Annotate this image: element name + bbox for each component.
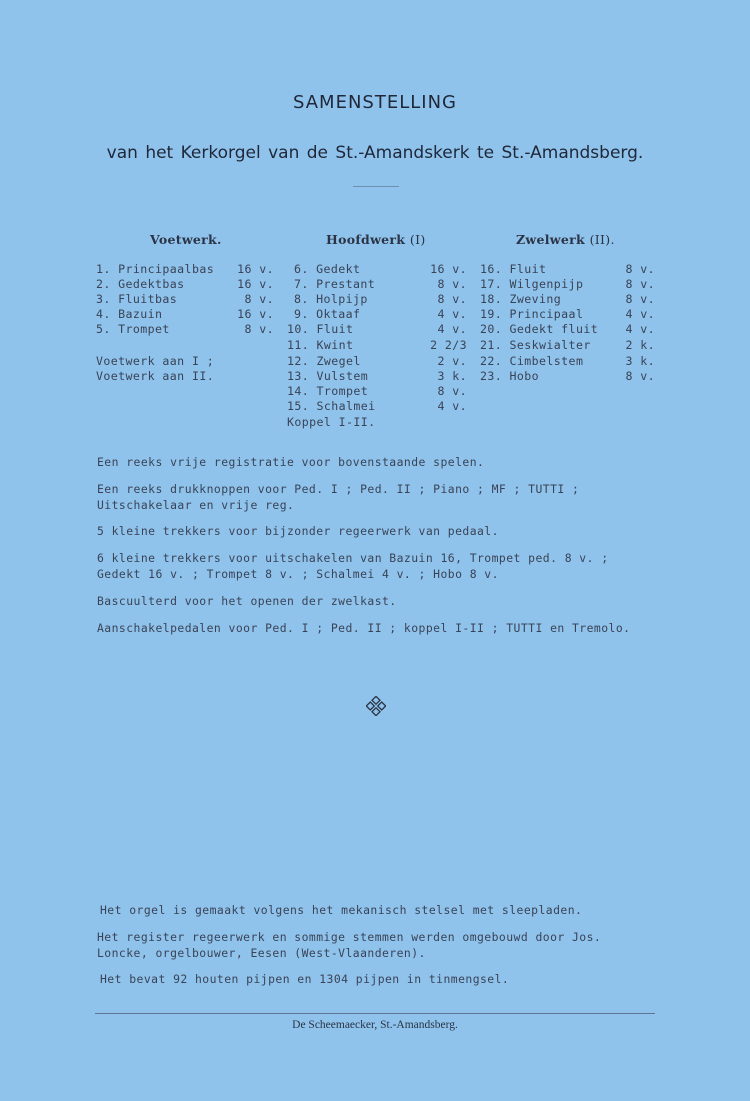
printer-credit: De Scheemaecker, St.-Amandsberg. xyxy=(292,1019,458,1031)
page-title: SAMENSTELLING xyxy=(292,92,457,113)
stop-row xyxy=(480,354,583,369)
note-paragraph: 5 kleine trekkers voor bijzonder regeerwerk van pedaal. xyxy=(97,524,499,538)
stop-name: 16. Fluit xyxy=(480,262,547,276)
hoofdwerk-heading xyxy=(326,232,426,247)
stop-name: 6. Gedekt xyxy=(294,262,361,276)
stop-name: 10. Fluit xyxy=(287,322,354,336)
stop-size-cell xyxy=(410,369,467,384)
stop-row xyxy=(96,292,177,307)
stop-size: 4 v. xyxy=(625,322,655,336)
stop-size-cell xyxy=(222,277,274,292)
stop-name: 22. Cimbelstem xyxy=(480,354,584,368)
stop-name: 5. Trompet xyxy=(96,322,170,336)
stop-size: 8 v. xyxy=(437,292,467,306)
stop-size: 8 v. xyxy=(244,292,274,306)
bottom-note-paragraph: Het orgel is gemaakt volgens het mekanisch stelsel met sleepladen. xyxy=(100,903,583,917)
stop-size: 8 v. xyxy=(625,292,655,306)
stop-size: 3 k. xyxy=(437,369,467,383)
stop-name: 23. Hobo xyxy=(480,369,540,383)
stop-name: 3. Fluitbas xyxy=(96,292,178,306)
diamond-ornament-icon xyxy=(366,696,386,716)
stop-size-cell xyxy=(410,399,467,414)
stop-size: 4 v. xyxy=(437,322,467,336)
stop-size-cell xyxy=(610,354,655,369)
stop-row xyxy=(480,292,561,307)
stop-name: 21. Seskwialter xyxy=(480,338,591,352)
stop-size-cell xyxy=(610,307,655,322)
stop-row xyxy=(96,262,214,277)
stop-size: 8 v. xyxy=(625,262,655,276)
footer-divider xyxy=(95,1013,655,1014)
stop-size: 16 v. xyxy=(237,262,274,276)
zwelwerk-heading xyxy=(516,232,615,247)
stop-size-cell xyxy=(410,277,467,292)
note-paragraph: Een reeks drukknoppen voor Ped. I ; Ped. II ; Piano ; MF ; TUTTI ; Uitschakelaar en vrije reg. xyxy=(97,482,580,512)
stop-row xyxy=(294,277,375,292)
stop-name: 20. Gedekt fluit xyxy=(480,322,599,336)
stop-row xyxy=(287,338,353,353)
hoofdwerk-manual: (I) xyxy=(409,232,426,247)
stop-name: 17. Wilgenpijp xyxy=(480,277,584,291)
stop-size: 8 v. xyxy=(437,384,467,398)
stop-size: 8 v. xyxy=(625,277,655,291)
stop-size-cell xyxy=(222,262,274,277)
zwelwerk-heading-text: Zwelwerk xyxy=(516,232,585,247)
stop-row xyxy=(96,277,185,292)
stop-row xyxy=(480,338,591,353)
stop-size-cell xyxy=(222,322,274,337)
stop-size: 2 k. xyxy=(625,338,655,352)
stop-size: 3 k. xyxy=(625,354,655,368)
stop-size: 4 v. xyxy=(437,399,467,413)
voetwerk-heading xyxy=(150,232,222,247)
stop-size-cell xyxy=(410,322,467,337)
stop-size-cell xyxy=(410,384,467,399)
stop-row xyxy=(96,322,170,337)
stop-name: 19. Principaal xyxy=(480,307,584,321)
stop-row xyxy=(480,307,583,322)
voetwerk-heading-text: Voetwerk. xyxy=(150,232,222,247)
stop-name: 4. Bazuin xyxy=(96,307,163,321)
hoofdwerk-heading-text: Hoofdwerk xyxy=(326,232,406,247)
stop-row xyxy=(480,277,583,292)
stop-row xyxy=(480,322,598,337)
stop-size-cell xyxy=(222,307,274,322)
bottom-note-paragraph: Het bevat 92 houten pijpen en 1304 pijpen in tinmengsel. xyxy=(100,972,510,986)
stop-row xyxy=(480,369,539,384)
stop-size: 2 2/3 xyxy=(430,338,467,352)
page-subtitle: van het Kerkorgel van de St.-Amandskerk te St.-Amandsberg. xyxy=(106,143,644,163)
stop-name: 14. Trompet xyxy=(287,384,369,398)
stop-size: 8 v. xyxy=(625,369,655,383)
stop-row xyxy=(287,354,361,369)
stop-row xyxy=(96,307,162,322)
stop-name: 18. Zweving xyxy=(480,292,562,306)
stop-name: 2. Gedektbas xyxy=(96,277,185,291)
stop-row xyxy=(287,369,368,384)
stop-size: 4 v. xyxy=(625,307,655,321)
note-paragraph: Aanschakelpedalen voor Ped. I ; Ped. II ; koppel I-II ; TUTTI en Tremolo. xyxy=(97,621,631,635)
stop-name: 13. Vulstem xyxy=(287,369,369,383)
stop-size-cell xyxy=(410,354,467,369)
stop-size-cell xyxy=(610,322,655,337)
bottom-note-paragraph: Het register regeerwerk en sommige stemmen werden omgebouwd door Jos. Loncke, orgelbouwer, Eesen (West-Vlaanderen). xyxy=(97,930,602,960)
stop-size-cell xyxy=(410,307,467,322)
stop-size-cell xyxy=(410,262,467,277)
stop-name: 1. Principaalbas xyxy=(96,262,215,276)
stop-name: 8. Holpijp xyxy=(294,292,368,306)
stop-row xyxy=(294,307,360,322)
stop-row xyxy=(480,262,546,277)
stop-size: 16 v. xyxy=(237,307,274,321)
stop-size: 16 v. xyxy=(237,277,274,291)
stop-size: 8 v. xyxy=(437,277,467,291)
stop-name: 9. Oktaaf xyxy=(294,307,361,321)
stop-row xyxy=(294,292,368,307)
short-divider xyxy=(353,186,399,187)
note-paragraph: Bascuulterd voor het openen der zwelkast. xyxy=(97,594,397,608)
stop-size-cell xyxy=(222,292,274,307)
stop-size-cell xyxy=(610,369,655,384)
stop-size: 16 v. xyxy=(430,262,467,276)
stop-size-cell xyxy=(610,338,655,353)
note-paragraph: 6 kleine trekkers voor uitschakelen van Bazuin 16, Trompet ped. 8 v. ; Gedekt 16 v. ; Trompet 8 v. ; Schalmei 4 v. ; Hobo 8 v. xyxy=(97,551,609,581)
coupler-line: Voetwerk aan II. xyxy=(96,369,215,383)
zwelwerk-manual: (II). xyxy=(589,232,615,247)
stop-size-cell xyxy=(610,262,655,277)
stop-size-cell xyxy=(410,338,467,353)
stop-row xyxy=(287,322,353,337)
stop-row xyxy=(287,384,368,399)
coupler-line: Voetwerk aan I ; xyxy=(96,354,215,368)
stop-row xyxy=(294,262,360,277)
stop-size: 4 v. xyxy=(437,307,467,321)
stop-name: 7. Prestant xyxy=(294,277,376,291)
stop-size-cell xyxy=(610,292,655,307)
stop-size-cell xyxy=(610,277,655,292)
note-paragraph: Een reeks vrije registratie voor bovenstaande spelen. xyxy=(97,455,485,469)
stop-size: 2 v. xyxy=(437,354,467,368)
stop-row xyxy=(287,399,376,414)
coupler-line: Koppel I-II. xyxy=(287,415,376,429)
stop-size: 8 v. xyxy=(244,322,274,336)
stop-name: 11. Kwint xyxy=(287,338,354,352)
stop-name: 15. Schalmei xyxy=(287,399,376,413)
stop-size-cell xyxy=(410,292,467,307)
stop-name: 12. Zwegel xyxy=(287,354,361,368)
